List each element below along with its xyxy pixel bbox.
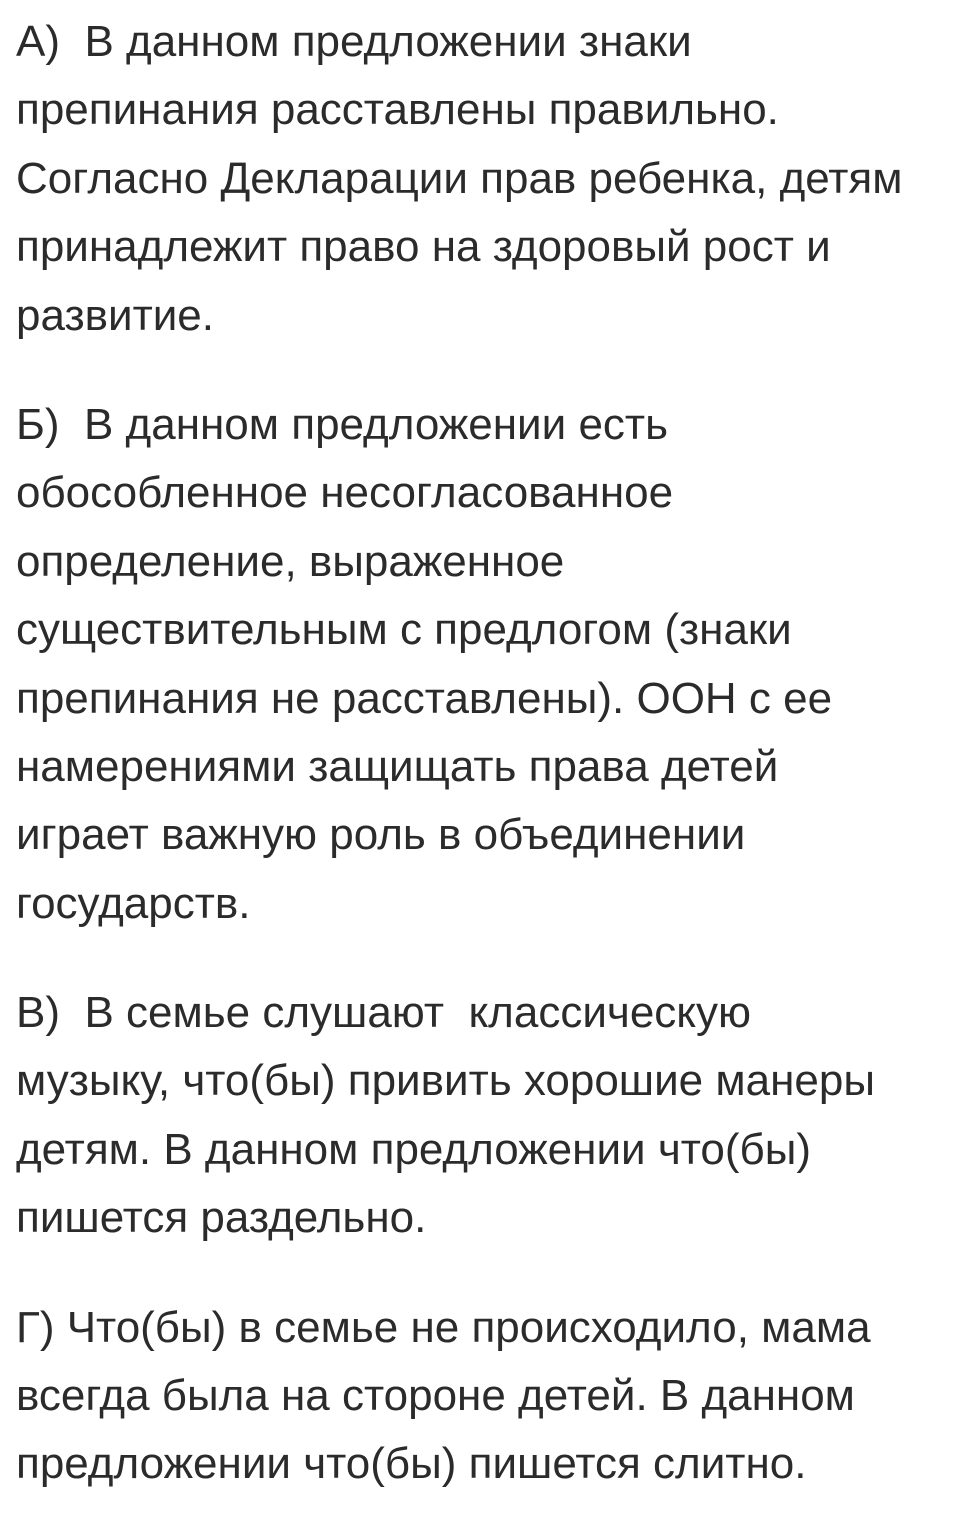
paragraph-g-line: Г) Что(бы) в семье не происходило, мама xyxy=(16,1302,871,1352)
paragraph-v xyxy=(16,979,962,1253)
paragraph-b-line: препинания не расставлены). ООН с ее xyxy=(16,673,833,723)
paragraph-v-line: музыку, что(бы) привить хорошие манеры xyxy=(16,1056,875,1106)
paragraph-v-line: детям. В данном предложении что(бы) xyxy=(16,1124,812,1174)
paragraph-v-line: В) В семье слушают классическую xyxy=(16,988,752,1038)
paragraph-b-line: существительным с предлогом (знаки xyxy=(16,605,792,655)
document-body xyxy=(16,8,962,1499)
paragraph-a-line: принадлежит право на здоровый рост и xyxy=(16,222,831,272)
paragraph-g-line: всегда была на стороне детей. В данном xyxy=(16,1371,855,1421)
paragraph-b-line: намерениями защищать права детей xyxy=(16,741,779,791)
paragraph-g xyxy=(16,1294,962,1499)
paragraph-b-line: обособленное несогласованное xyxy=(16,468,674,518)
paragraph-b-line: государств. xyxy=(16,878,251,928)
paragraph-g-line: предложении что(бы) пишется слитно. xyxy=(16,1439,807,1489)
paragraph-b-line: Б) В данном предложении есть xyxy=(16,399,668,449)
paragraph-a-line: Согласно Декларации прав ребенка, детям xyxy=(16,153,903,203)
paragraph-a xyxy=(16,8,962,350)
paragraph-b-line: играет важную роль в объединении xyxy=(16,810,746,860)
paragraph-v-line: пишется раздельно. xyxy=(16,1193,427,1243)
paragraph-a-line: А) В данном предложении знаки xyxy=(16,17,692,66)
paragraph-a-line: препинания расставлены правильно. xyxy=(16,85,779,135)
paragraph-a-line: развитие. xyxy=(16,290,214,340)
paragraph-b xyxy=(16,391,962,938)
paragraph-b-line: определение, выраженное xyxy=(16,536,565,586)
